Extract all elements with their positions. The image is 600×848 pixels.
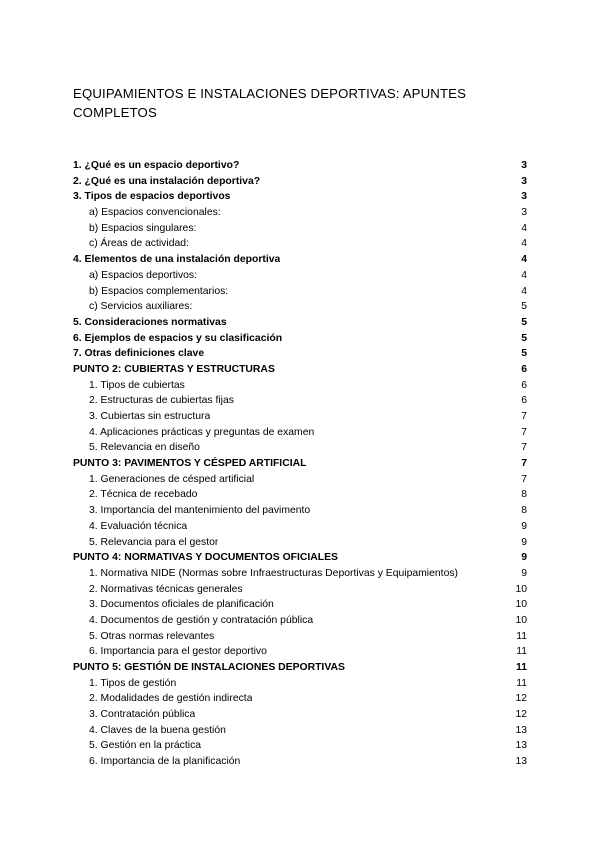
toc-page-number: 3 bbox=[521, 191, 527, 203]
toc-subsection-entry[interactable] bbox=[73, 440, 527, 456]
document-title: EQUIPAMIENTOS E INSTALACIONES DEPORTIVAS: APUNTES COMPLETOS bbox=[73, 86, 467, 120]
toc-entry-text: 5. Relevancia para el gestor bbox=[89, 536, 219, 548]
toc-entry-text: a) Espacios convencionales: bbox=[89, 207, 221, 219]
toc-section-entry[interactable] bbox=[73, 315, 527, 331]
toc-page-number: 11 bbox=[516, 662, 527, 673]
toc-page-number: 5 bbox=[521, 332, 527, 344]
toc-page-number: 10 bbox=[515, 599, 527, 611]
toc-entry-text: 1. Tipos de cubiertas bbox=[89, 379, 185, 391]
toc-entry-text: 7. Otras definiciones clave bbox=[73, 348, 205, 360]
toc-section-entry[interactable] bbox=[73, 174, 527, 190]
toc-page-number: 9 bbox=[521, 520, 527, 532]
toc-entry-text: 2. ¿Qué es una instalación deportiva? bbox=[73, 175, 261, 187]
toc-page-number: 11 bbox=[516, 630, 527, 642]
toc-entry-text: 5. Otras normas relevantes bbox=[89, 630, 215, 642]
toc-entry-text: PUNTO 3: PAVIMENTOS Y CÉSPED ARTIFICIAL bbox=[73, 458, 307, 470]
toc-subsection-entry[interactable] bbox=[73, 268, 527, 284]
toc-page-number: 10 bbox=[515, 614, 527, 626]
toc-page-number: 4 bbox=[521, 222, 527, 234]
toc-entry-text: 4. Documentos de gestión y contratación pública bbox=[89, 614, 314, 626]
toc-page-number: 5 bbox=[521, 316, 527, 328]
toc-subsection-entry[interactable] bbox=[73, 221, 527, 237]
toc-page-number: 3 bbox=[521, 160, 527, 171]
toc-subsection-entry[interactable] bbox=[73, 519, 527, 535]
toc-entry-text: 6. Importancia para el gestor deportivo bbox=[89, 646, 267, 658]
toc-subsection-entry[interactable] bbox=[73, 754, 527, 770]
toc-subsection-entry[interactable] bbox=[73, 299, 527, 315]
toc-entry-text: 3. Cubiertas sin estructura bbox=[89, 411, 211, 422]
toc-page-number: 4 bbox=[521, 269, 527, 281]
toc-page-number: 7 bbox=[521, 426, 527, 438]
toc-page-number: 7 bbox=[521, 458, 527, 470]
toc-entry-text: 2. Estructuras de cubiertas fijas bbox=[89, 395, 234, 407]
toc-subsection-entry[interactable] bbox=[73, 236, 527, 252]
toc-page-number: 6 bbox=[521, 395, 527, 407]
toc-entry-text: 1. ¿Qué es un espacio deportivo? bbox=[73, 160, 240, 171]
toc-subsection-entry[interactable] bbox=[73, 691, 527, 707]
toc-entry-text: 3. Tipos de espacios deportivos bbox=[73, 191, 231, 203]
toc-entry-text: 1. Normativa NIDE (Normas sobre Infraestructuras Deportivas y Equipamientos) bbox=[89, 567, 458, 579]
toc-page-number: 7 bbox=[521, 473, 527, 485]
toc-section-entry[interactable] bbox=[73, 189, 527, 205]
toc-section-entry[interactable] bbox=[73, 550, 527, 566]
toc-subsection-entry[interactable] bbox=[73, 409, 527, 425]
toc-entry-text: 6. Importancia de la planificación bbox=[89, 756, 241, 768]
toc-entry-text: 3. Documentos oficiales de planificación bbox=[89, 599, 274, 611]
toc-page-number: 4 bbox=[521, 238, 527, 250]
toc-page-number: 8 bbox=[521, 489, 527, 501]
toc-subsection-entry[interactable] bbox=[73, 613, 527, 629]
toc-subsection-entry[interactable] bbox=[73, 629, 527, 645]
toc-section-entry[interactable] bbox=[73, 456, 527, 472]
table-of-contents bbox=[73, 158, 527, 770]
toc-section-entry[interactable] bbox=[73, 346, 527, 362]
toc-entry-text: 4. Evaluación técnica bbox=[89, 520, 188, 532]
toc-page-number: 12 bbox=[515, 693, 527, 705]
toc-entry-text: 5. Relevancia en diseño bbox=[89, 442, 200, 454]
toc-page-number: 13 bbox=[515, 756, 527, 768]
toc-subsection-entry[interactable] bbox=[73, 425, 527, 441]
toc-entry-text: PUNTO 2: CUBIERTAS Y ESTRUCTURAS bbox=[73, 363, 275, 375]
toc-page-number: 12 bbox=[515, 709, 527, 721]
toc-page-number: 11 bbox=[516, 646, 527, 658]
toc-page-number: 4 bbox=[521, 285, 527, 297]
toc-page-number: 13 bbox=[515, 724, 527, 736]
toc-page-number: 9 bbox=[521, 552, 527, 564]
toc-entry-text: 3. Contratación pública bbox=[89, 709, 196, 721]
toc-entry-text: b) Espacios singulares: bbox=[89, 222, 197, 234]
toc-page-number: 10 bbox=[515, 583, 527, 595]
toc-entry-text: 2. Modalidades de gestión indirecta bbox=[89, 693, 253, 705]
toc-subsection-entry[interactable] bbox=[73, 738, 527, 754]
toc-subsection-entry[interactable] bbox=[73, 535, 527, 551]
toc-entry-text: PUNTO 4: NORMATIVAS Y DOCUMENTOS OFICIALES bbox=[73, 552, 338, 564]
toc-section-entry[interactable] bbox=[73, 362, 527, 378]
toc-page-number: 4 bbox=[521, 254, 527, 266]
toc-page-number: 6 bbox=[521, 379, 527, 391]
toc-subsection-entry[interactable] bbox=[73, 284, 527, 300]
toc-entry-text: 6. Ejemplos de espacios y su clasificación bbox=[73, 332, 283, 344]
toc-section-entry[interactable] bbox=[73, 252, 527, 268]
toc-page-number: 3 bbox=[521, 207, 527, 219]
toc-entry-text: 3. Importancia del mantenimiento del pavimento bbox=[89, 505, 311, 517]
toc-page-number: 13 bbox=[515, 740, 527, 752]
toc-entry-text: 5. Gestión en la práctica bbox=[89, 740, 202, 752]
toc-subsection-entry[interactable] bbox=[73, 393, 527, 409]
toc-page-number: 8 bbox=[521, 505, 527, 517]
toc-entry-text: b) Espacios complementarios: bbox=[89, 285, 229, 297]
toc-subsection-entry[interactable] bbox=[73, 503, 527, 519]
toc-subsection-entry[interactable] bbox=[73, 707, 527, 723]
toc-entry-text: 4. Aplicaciones prácticas y preguntas de examen bbox=[89, 426, 315, 438]
toc-subsection-entry[interactable] bbox=[73, 597, 527, 613]
toc-subsection-entry[interactable] bbox=[73, 723, 527, 739]
toc-page-number: 7 bbox=[521, 442, 527, 454]
toc-page-number: 6 bbox=[521, 363, 527, 375]
toc-page-number: 7 bbox=[521, 411, 527, 422]
toc-entry-text: 1. Tipos de gestión bbox=[89, 677, 177, 689]
toc-page-number: 5 bbox=[521, 301, 527, 313]
toc-page-number: 3 bbox=[521, 175, 527, 187]
toc-page-number: 11 bbox=[516, 677, 527, 689]
toc-entry-text: 4. Elementos de una instalación deportiva bbox=[73, 254, 281, 266]
toc-page-number: 5 bbox=[521, 348, 527, 360]
toc-subsection-entry[interactable] bbox=[73, 644, 527, 660]
toc-subsection-entry[interactable] bbox=[73, 472, 527, 488]
toc-entry-text: 2. Técnica de recebado bbox=[89, 489, 198, 501]
toc-subsection-entry[interactable] bbox=[73, 378, 527, 394]
toc-section-entry[interactable] bbox=[73, 660, 527, 676]
toc-subsection-entry[interactable] bbox=[73, 205, 527, 221]
toc-page-number: 9 bbox=[521, 536, 527, 548]
toc-entry-text: PUNTO 5: GESTIÓN DE INSTALACIONES DEPORTIVAS bbox=[73, 662, 345, 673]
toc-entry-text: c) Áreas de actividad: bbox=[89, 238, 189, 250]
toc-subsection-entry[interactable] bbox=[73, 566, 527, 582]
toc-entry-text: c) Servicios auxiliares: bbox=[89, 301, 193, 313]
toc-subsection-entry[interactable] bbox=[73, 676, 527, 692]
toc-entry-text: 5. Consideraciones normativas bbox=[73, 316, 227, 328]
toc-entry-text: 4. Claves de la buena gestión bbox=[89, 724, 226, 736]
toc-entry-text: a) Espacios deportivos: bbox=[89, 269, 198, 281]
toc-entry-text: 2. Normativas técnicas generales bbox=[89, 583, 243, 595]
toc-page-number: 9 bbox=[521, 567, 527, 579]
toc-subsection-entry[interactable] bbox=[73, 582, 527, 598]
toc-entry-text: 1. Generaciones de césped artificial bbox=[89, 473, 255, 485]
toc-section-entry[interactable] bbox=[73, 158, 527, 174]
toc-section-entry[interactable] bbox=[73, 331, 527, 347]
toc-subsection-entry[interactable] bbox=[73, 487, 527, 503]
